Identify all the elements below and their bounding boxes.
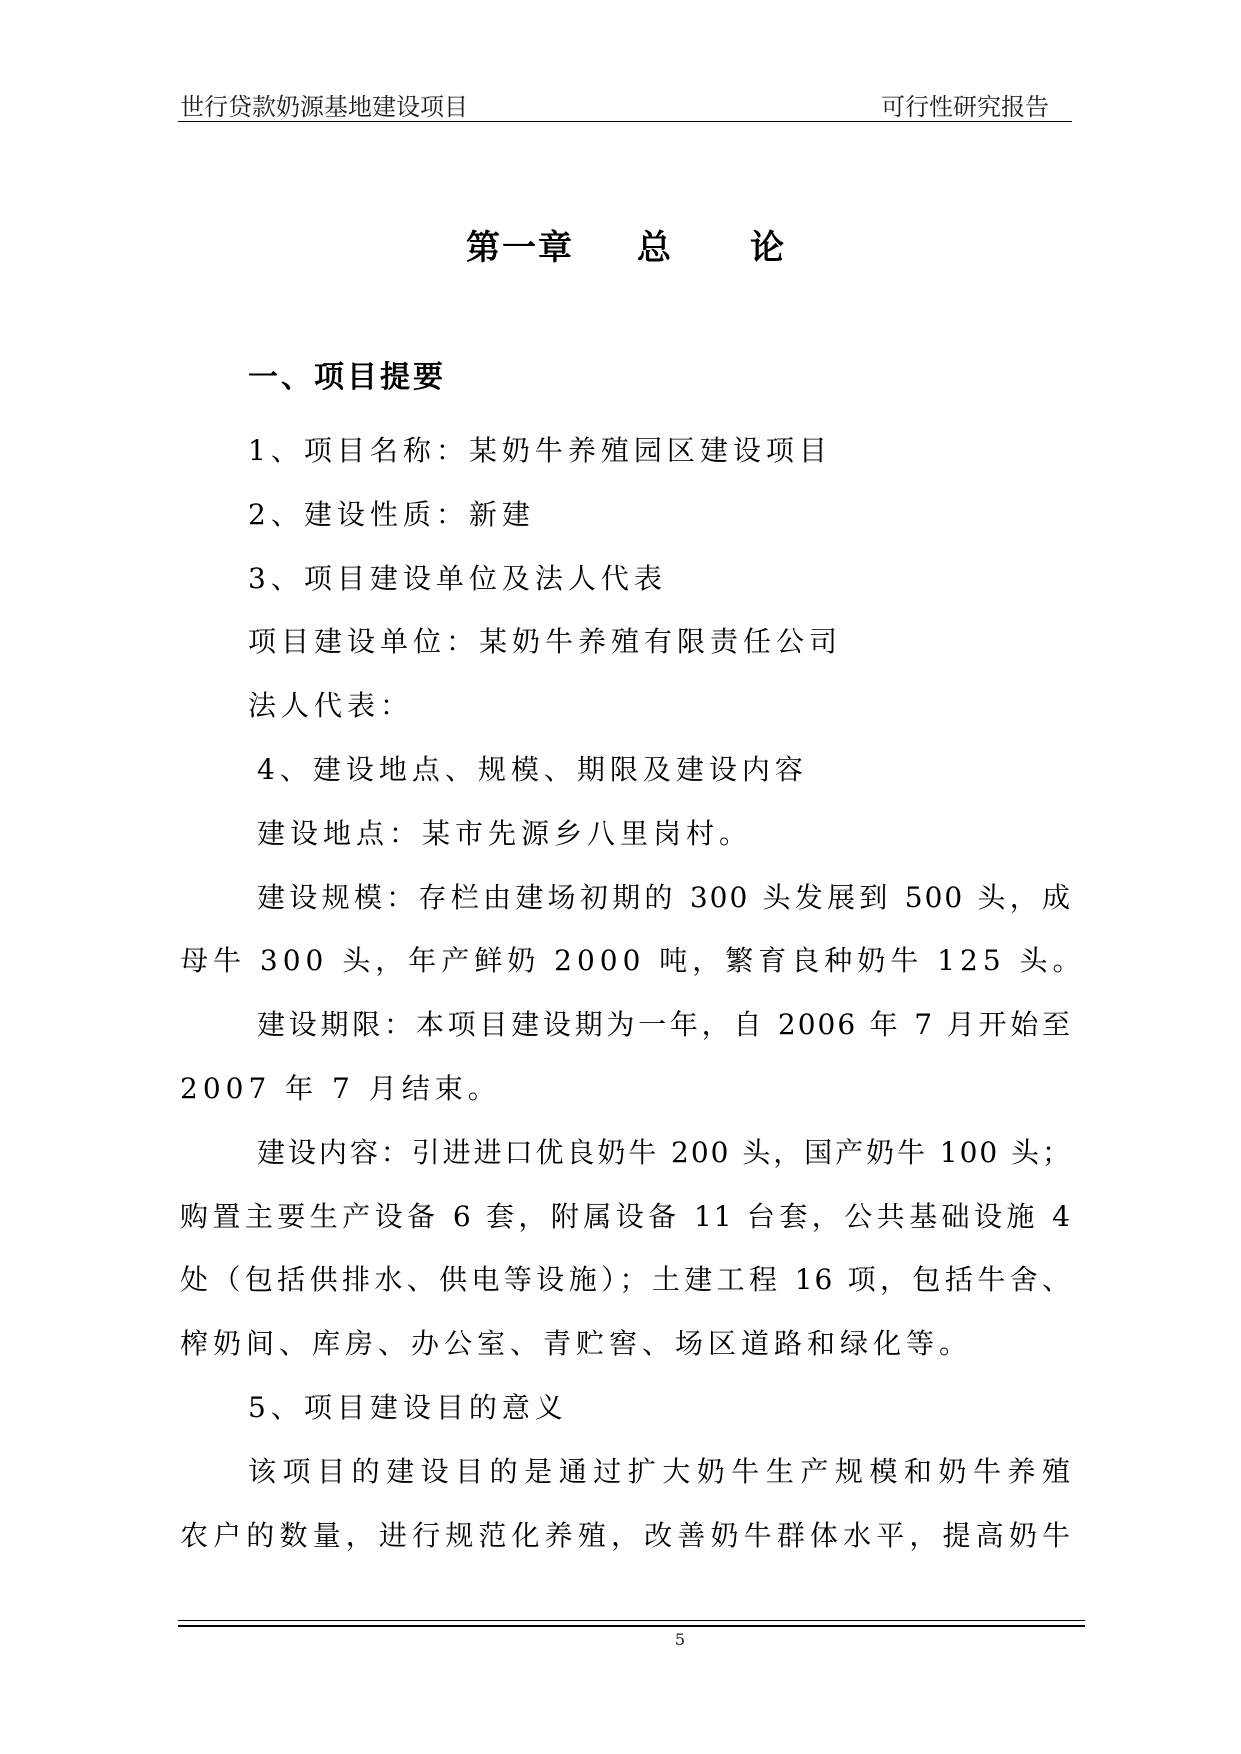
body-text <box>180 419 1086 1567</box>
body-line: 榨奶间、库房、办公室、青贮窖、场区道路和绿化等。 <box>180 1327 973 1361</box>
footer-rule <box>178 1625 1085 1627</box>
body-line: 建设期限：本项目建设期为一年，自 2006 年 7 月开始至 <box>257 1008 1072 1042</box>
body-line: 1、项目名称：某奶牛养殖园区建设项目 <box>248 434 832 467</box>
body-line: 5、项目建设目的意义 <box>248 1390 568 1424</box>
body-line: 建设地点：某市先源乡八里岗村。 <box>257 816 753 850</box>
body-line: 项目建设单位：某奶牛养殖有限责任公司 <box>248 625 843 659</box>
body-line: 处（包括供排水、供电等设施）；土建工程 16 项，包括牛舍、 <box>180 1263 1072 1297</box>
body-line: 2、建设性质：新建 <box>248 497 535 531</box>
body-line: 3、项目建设单位及法人代表 <box>248 561 667 595</box>
body-line: 法人代表： <box>248 689 414 723</box>
header-rule <box>178 121 1072 122</box>
chapter-title-part: 总 <box>637 228 671 268</box>
body-line: 该项目的建设目的是通过扩大奶牛生产规模和奶牛养殖 <box>248 1454 1072 1488</box>
page-number: 5 <box>674 1630 686 1649</box>
footer-rule <box>178 1620 1085 1621</box>
body-line: 建设内容：引进进口优良奶牛 200 头，国产奶牛 100 头； <box>257 1135 1072 1169</box>
body-line: 母牛 300 头，年产鲜奶 2000 吨，繁育良种奶牛 125 头。 <box>180 944 1086 978</box>
section-heading: 一、项目提要 <box>248 360 446 395</box>
header-project-name: 世行贷款奶源基地建设项目 <box>180 93 468 121</box>
body-line: 建设规模：存栏由建场初期的 300 头发展到 500 头，成 <box>257 880 1072 914</box>
body-line: 2007 年 7 月结束。 <box>180 1071 501 1105</box>
body-line: 4、建设地点、规模、期限及建设内容 <box>257 752 808 786</box>
chapter-title-part: 论 <box>750 228 784 268</box>
body-line: 购置主要生产设备 6 套，附属设备 11 台套，公共基础设施 4 <box>180 1199 1072 1233</box>
header-report-type: 可行性研究报告 <box>881 93 1049 121</box>
body-line: 农户的数量，进行规范化养殖，改善奶牛群体水平，提高奶牛 <box>180 1518 1072 1552</box>
chapter-number: 第一章 <box>466 228 574 268</box>
